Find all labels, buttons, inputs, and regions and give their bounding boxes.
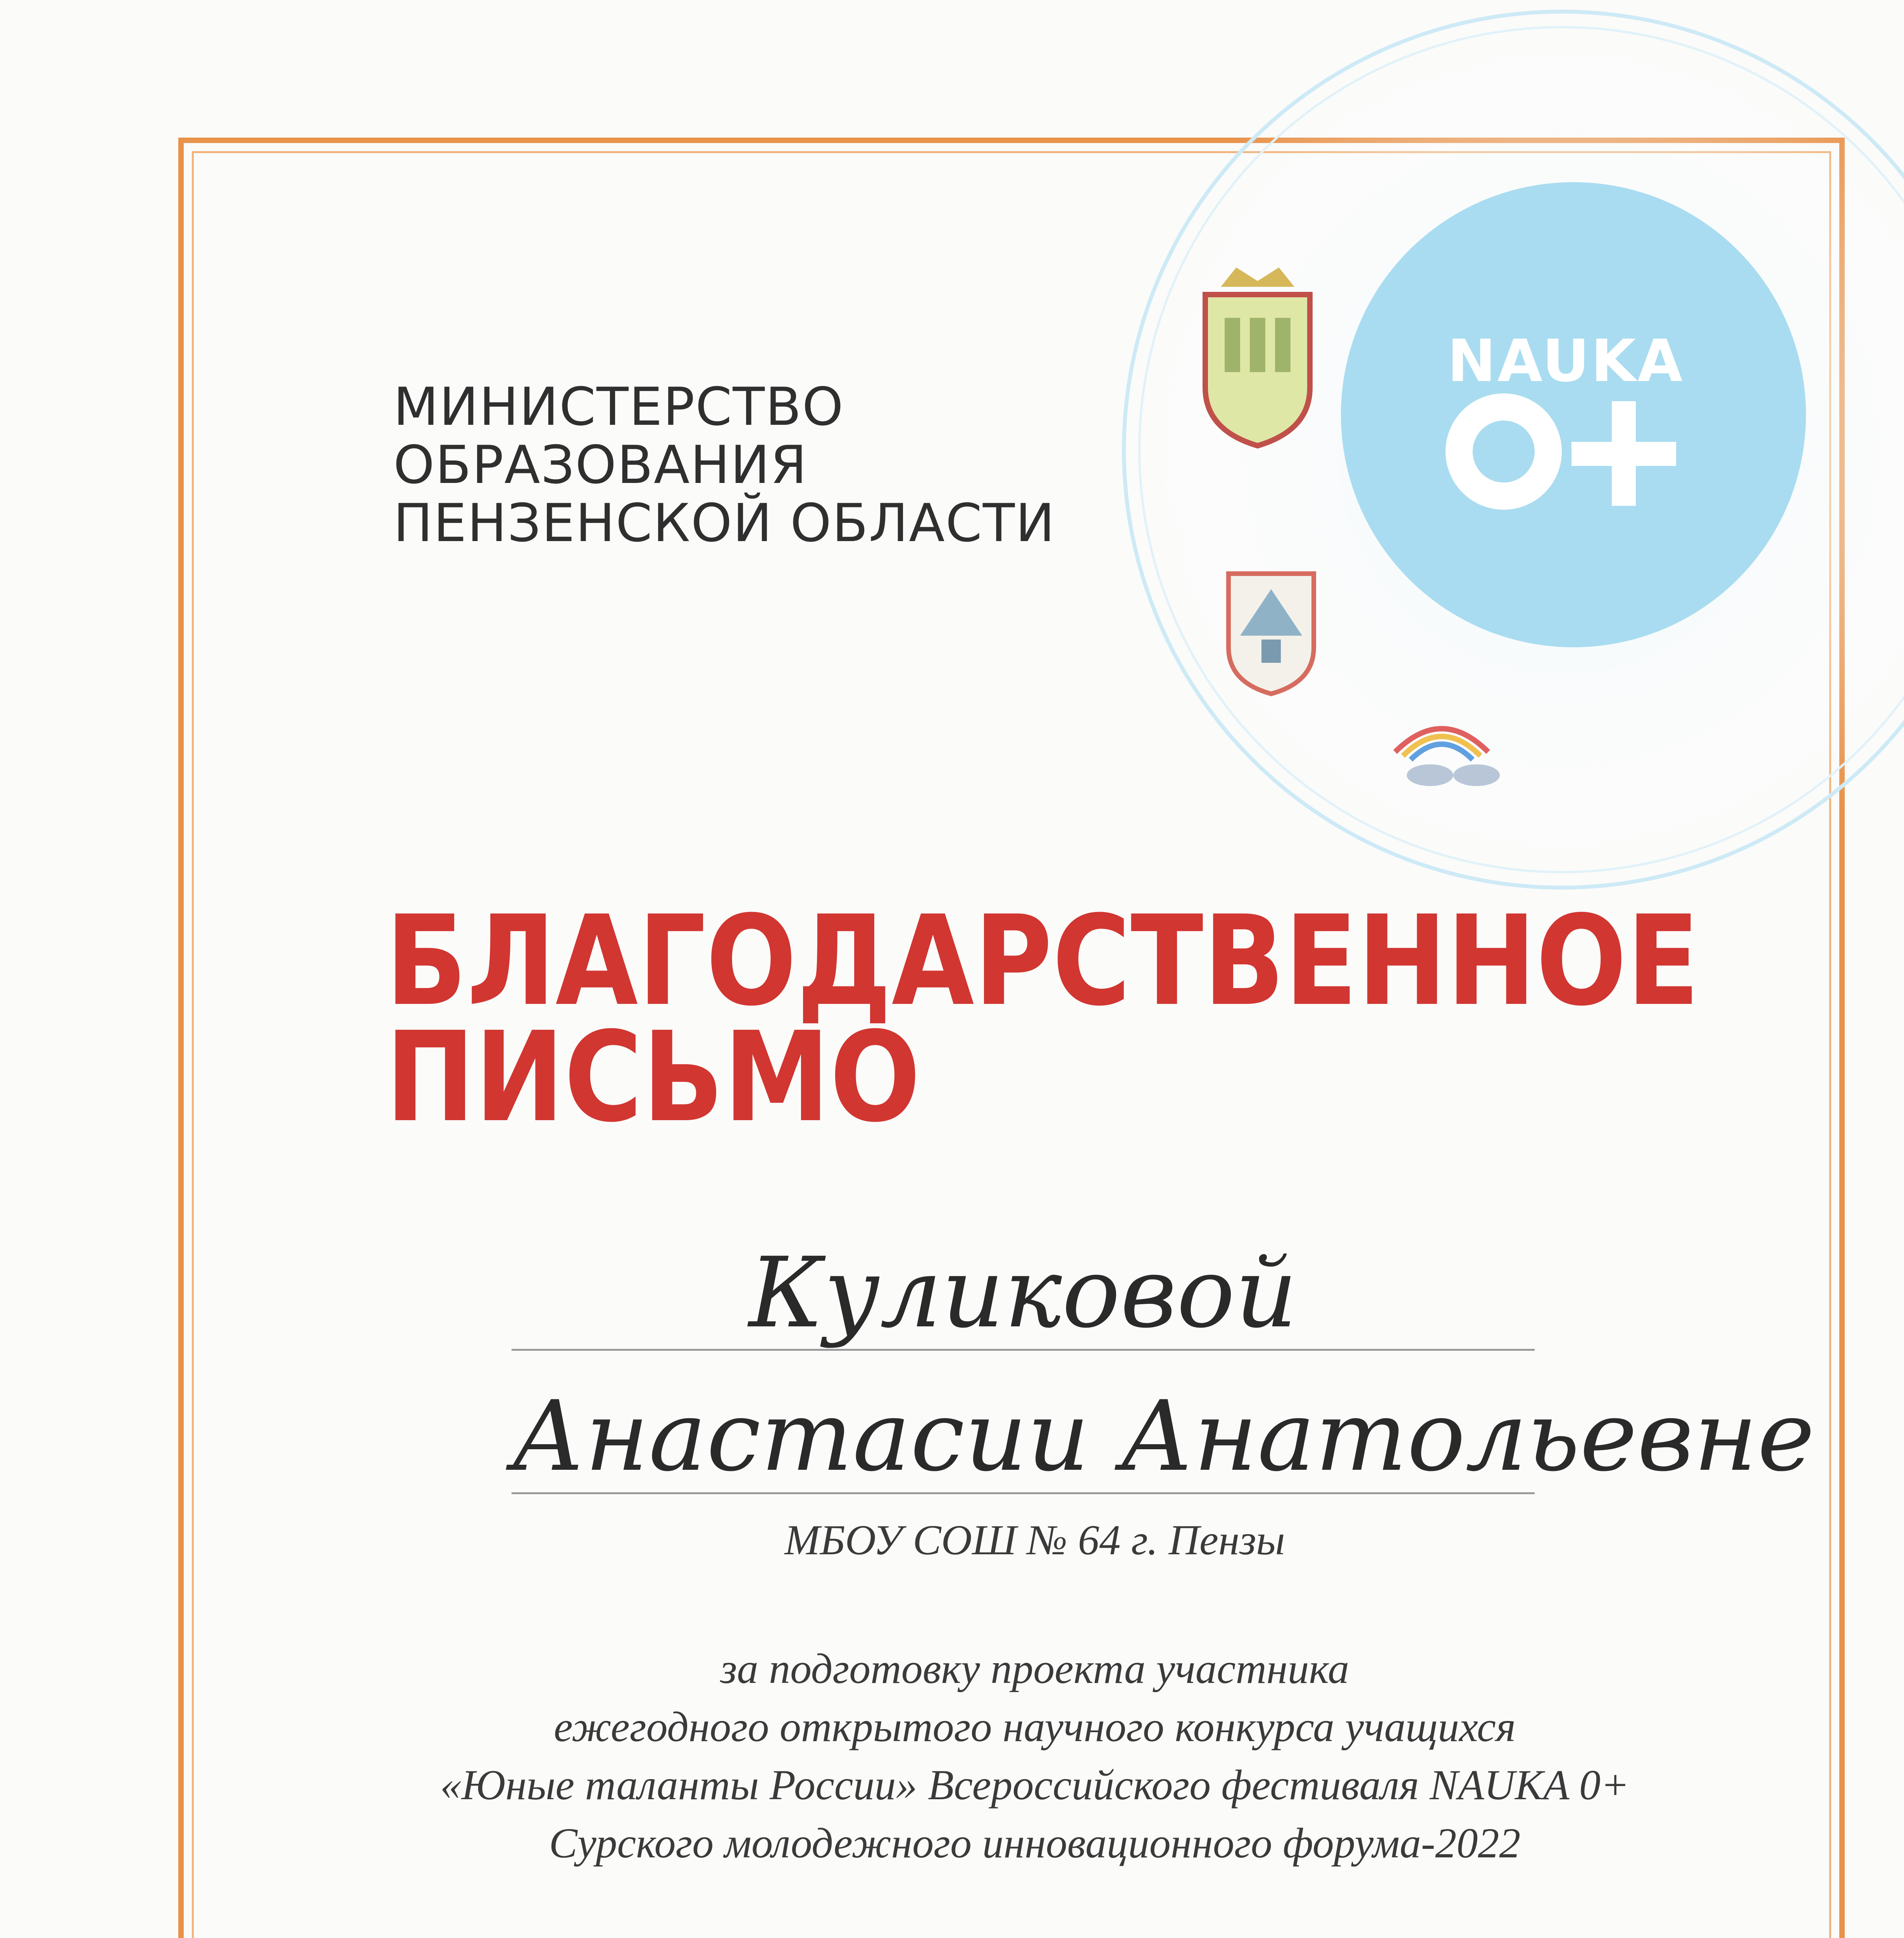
ministry-line-2: ОБРАЗОВАНИЯ: [393, 434, 808, 495]
penza-coat-of-arms-icon: [1205, 267, 1310, 446]
document-title: [386, 889, 1700, 1150]
reason-line-4: Сурского молодежного инновационного форума-2022: [549, 1819, 1521, 1867]
nauka-logo-suffix: [1434, 395, 1705, 531]
surname-underline: [512, 1349, 1535, 1351]
given-names-underline: [512, 1492, 1535, 1494]
region-emblem-icon: [1229, 574, 1314, 694]
recipient-school: МБОУ СОШ № 64 г. Пензы: [784, 1516, 1285, 1564]
title-line-2: ПИСЬМО: [386, 1005, 921, 1150]
recipient-given-names: Анастасии Анатольевне: [512, 1380, 1815, 1493]
ministry-heading: [393, 378, 1055, 552]
ministry-line-3: ПЕНЗЕНСКОЙ ОБЛАСТИ: [393, 493, 1056, 553]
reason-text: [419, 1640, 1651, 1872]
recipient-surname: Куликовой: [749, 1236, 1297, 1349]
ministry-line-1: МИНИСТЕРСТВО: [393, 376, 844, 437]
reason-line-1: за подготовку проекта участника: [720, 1645, 1349, 1692]
nauka-logo-text: NAUKA: [1447, 328, 1684, 395]
reason-line-3: «Юные таланты России» Всероссийского фестиваля NAUKA 0+: [440, 1761, 1630, 1809]
title-line-1: БЛАГОДАРСТВЕННОЕ: [386, 889, 1700, 1033]
reason-line-2: ежегодного открытого научного конкурса учащихся: [553, 1703, 1516, 1750]
